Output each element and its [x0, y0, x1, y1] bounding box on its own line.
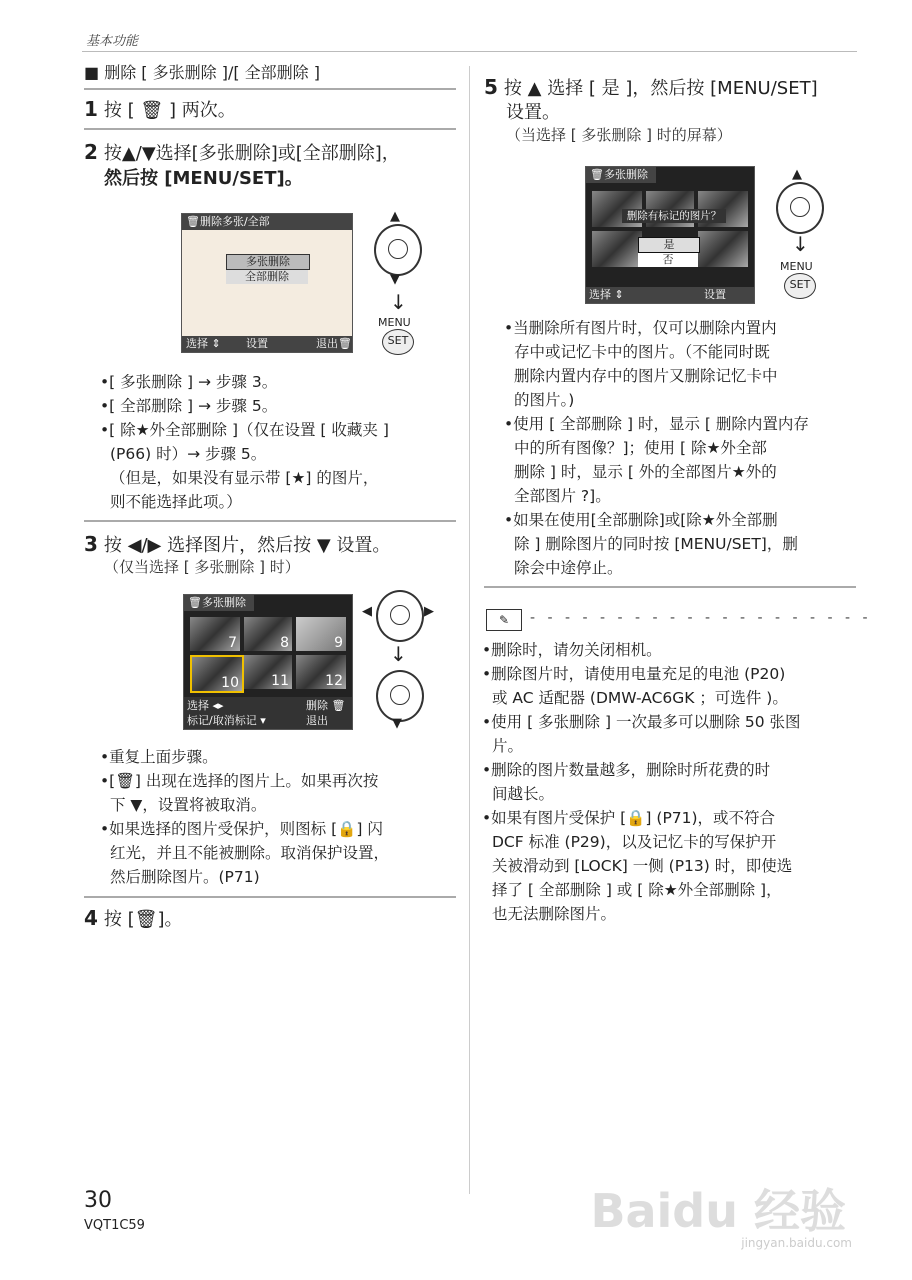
- bar-select: 选择 ◂▸: [187, 699, 224, 712]
- arrow-down-icon: ↓: [792, 232, 809, 256]
- left-arrow-icon: ◀: [362, 604, 372, 619]
- step-3: 3 按 ◀/▶ 选择图片，然后按 ▼ 设置。: [84, 532, 391, 556]
- menu-label: MENU: [780, 260, 813, 273]
- bar-exit: 退出: [306, 714, 328, 727]
- step-1: 1 按 [ 🗑 ] 两次。: [84, 97, 236, 121]
- arrow-down-icon: ↓: [390, 642, 407, 666]
- rule: [84, 88, 456, 90]
- thumb-number: 7: [228, 635, 237, 651]
- step-5: 5 按 ▲ 选择 [ 是 ]，然后按 [MENU/SET]: [484, 75, 818, 99]
- section-heading: ■ 删除 [ 多张删除 ]/[ 全部删除 ]: [84, 63, 320, 82]
- bar-set: 设置: [704, 288, 726, 301]
- bar-select: 选择 ⇕: [186, 337, 221, 350]
- option-multi-delete[interactable]: 多张删除: [226, 254, 310, 270]
- notes-list: •删除时，请勿关闭相机。 •删除图片时，请使用电量充足的电池 (P20) 或 AC 适配器 (DMW-AC6GK ；可选件 )。 •使用 [ 多张删除 ] 一次最多可以删除 50 张图 片。 •删除的图片数量越多，删除时所花费的时 间越长。 •如果有图片受保护 [🔒] (P71)，或不符合 DCF 标准 (P29)，以及记忆卡的写保护开 关被滑动到 [LOCK] 一侧 (P13) 时，即使选 择了 [ 全部删除 ] 或 [ 除★外全部删除 ]， 也无法删除图片。: [482, 641, 801, 923]
- set-button-icon: SET: [784, 273, 816, 299]
- doc-code: VQT1C59: [84, 1218, 145, 1233]
- watermark-logo: Baidu 经验: [590, 1184, 846, 1238]
- camera-screen-delete-menu: [181, 213, 353, 353]
- page-number: 30: [84, 1188, 112, 1213]
- bar-exit: 退出🗑: [316, 337, 352, 350]
- step-4: 4 按 [🗑]。: [84, 906, 183, 930]
- step-2: 2 按▲/▼选择[多张删除]或[全部删除]，: [84, 140, 400, 164]
- rule: [84, 520, 456, 522]
- arrow-down-icon: ↓: [390, 290, 407, 314]
- section-header: 基本功能: [86, 34, 139, 49]
- bar-mark: 标记/取消标记 ▾: [187, 714, 266, 727]
- no-option[interactable]: 否: [638, 253, 698, 267]
- bar-set: 设置: [246, 337, 268, 350]
- down-arrow-icon: ▼: [392, 716, 402, 731]
- step2-bullets: •[ 多张删除 ] → 步骤 3。 •[ 全部删除 ] → 步骤 5。 •[ 除★外全部删除 ]（仅在设置 [ 收藏夹 ] (P66) 时）→ 步骤 5。 （但是，如果没有显示带 [★] 的图片， 则不能选择此项。）: [100, 373, 389, 511]
- watermark-url: jingyan.baidu.com: [741, 1236, 852, 1250]
- screen-title: 🗑删除多张/全部: [182, 214, 352, 230]
- control-dial-icon: [376, 670, 424, 722]
- menu-label: MENU: [378, 316, 411, 329]
- note-icon: ✎: [486, 609, 522, 631]
- thumb-number: 11: [271, 673, 289, 689]
- control-dial-icon: [374, 224, 422, 276]
- up-arrow-icon: ▲: [390, 209, 400, 224]
- confirm-question: 删除有标记的图片？: [622, 209, 726, 223]
- option-delete-all[interactable]: 全部删除: [226, 270, 308, 284]
- camera-screen-confirm: [585, 166, 755, 304]
- thumb-number: 12: [325, 673, 343, 689]
- step-2-line2: 然后按 [MENU/SET]。: [104, 168, 303, 189]
- thumb-number: 9: [334, 635, 343, 651]
- thumb-number: 10: [221, 675, 239, 691]
- control-dial-icon: [376, 590, 424, 642]
- step-5-sub: （当选择 [ 多张删除 ] 时的屏幕）: [506, 126, 732, 144]
- column-divider: [469, 66, 470, 1194]
- rule: [84, 128, 456, 130]
- bar-delete: 删除 🗑: [306, 699, 346, 712]
- set-button-icon: SET: [382, 329, 414, 355]
- rule: [84, 896, 456, 898]
- step3-bullets: •重复上面步骤。 •[🗑] 出现在选择的图片上。如果再次按 下 ▼，设置将被取消。 •如果选择的图片受保护，则图标 [🔒] 闪 红光，并且不能被删除。取消保护设置， 然后删除图片。(P71): [100, 748, 390, 886]
- yes-option[interactable]: 是: [638, 237, 700, 253]
- thumb-number: 8: [280, 635, 289, 651]
- step-5-line2: 设置。: [506, 102, 560, 123]
- up-arrow-icon: ▲: [792, 167, 802, 182]
- down-arrow-icon: ▼: [390, 272, 400, 287]
- step5-bullets: •当删除所有图片时，仅可以删除内置内 存中或记忆卡中的图片。（不能同时既 删除内置内存中的图片又删除记忆卡中 的图片。) •使用 [ 全部删除 ] 时，显示 [ 删除内置内存 中的所有图像？]；使用 [ 除★外全部 删除 ] 时，显示 [ 外的全部图片★外的 全部图片 ?]。 •如果在使用[全部删除]或[除★外全部删 除 ] 删除图片的同时按 [MENU/SET]，删 除会中途停止。: [504, 319, 809, 577]
- right-arrow-icon: ▶: [424, 604, 434, 619]
- screen-title: 🗑多张删除: [586, 167, 656, 183]
- header-divider: [82, 51, 857, 52]
- control-dial-icon: [776, 182, 824, 234]
- bar-select: 选择 ⇕: [589, 288, 624, 301]
- screen-title: 🗑多张删除: [184, 595, 254, 611]
- step-3-sub: （仅当选择 [ 多张删除 ] 时）: [104, 558, 300, 576]
- note-divider: - - - - - - - - - - - - - - - - - - - -: [530, 610, 872, 626]
- camera-screen-multi-delete: [183, 594, 353, 730]
- rule: [484, 586, 856, 588]
